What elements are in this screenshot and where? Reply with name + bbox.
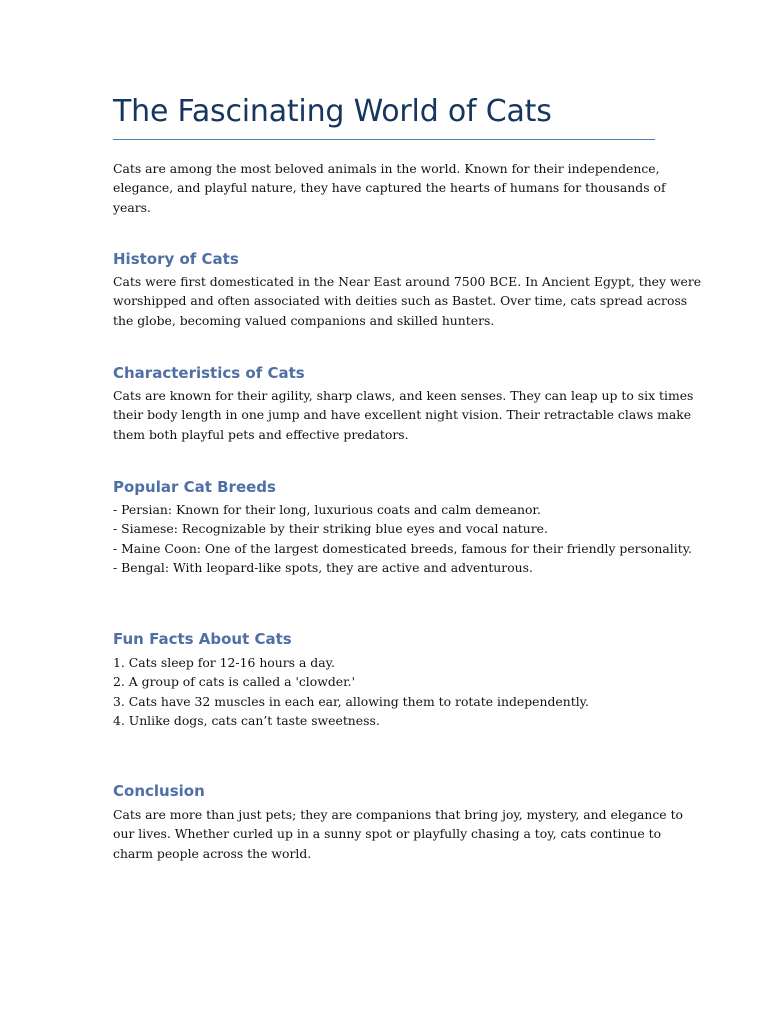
section-heading-characteristics: Characteristics of Cats xyxy=(113,364,305,382)
body-line: Cats are known for their agility, sharp claws, and keen senses. They can leap up to six times xyxy=(113,388,694,403)
section-heading-history: History of Cats xyxy=(113,250,239,268)
title-underline-rule xyxy=(113,139,655,140)
list-item: - Siamese: Recognizable by their striking blue eyes and vocal nature. xyxy=(113,521,548,537)
intro-line: elegance, and playful nature, they have captured the hearts of humans for thousands of xyxy=(113,180,666,196)
section-heading-fun-facts: Fun Facts About Cats xyxy=(113,630,292,648)
body-line: Cats are more than just pets; they are companions that bring joy, mystery, and elegance to xyxy=(113,807,684,822)
list-item: 3. Cats have 32 muscles in each ear, allowing them to rotate independently. xyxy=(113,693,589,709)
list-item: - Bengal: With leopard-like spots, they are active and adventurous. xyxy=(113,559,533,575)
section-body-characteristics xyxy=(113,386,694,444)
list-item: 4. Unlike dogs, cats can’t taste sweetness. xyxy=(113,712,380,728)
intro-paragraph xyxy=(113,159,666,217)
section-heading-conclusion: Conclusion xyxy=(113,782,205,800)
body-line: the globe, becoming valued companions and skilled hunters. xyxy=(113,312,495,328)
body-line: worshipped and often associated with deities such as Bastet. Over time, cats spread across xyxy=(113,293,688,309)
section-body-conclusion xyxy=(113,805,684,863)
section-heading-breeds: Popular Cat Breeds xyxy=(113,478,276,496)
body-line: charm people across the world. xyxy=(113,845,312,861)
section-body-history xyxy=(113,272,702,330)
body-line: Cats were first domesticated in the Near East around 7500 BCE. In Ancient Egypt, they were xyxy=(113,274,702,289)
section-body-breeds xyxy=(113,500,692,577)
body-line: our lives. Whether curled up in a sunny spot or playfully chasing a toy, cats continue to xyxy=(113,826,662,842)
list-item: 2. A group of cats is called a 'clowder.' xyxy=(113,674,355,690)
list-item: 1. Cats sleep for 12-16 hours a day. xyxy=(113,655,335,670)
body-line: them both playful pets and effective predators. xyxy=(113,426,409,442)
document-title: The Fascinating World of Cats xyxy=(113,94,552,129)
list-item: - Maine Coon: One of the largest domesticated breeds, famous for their friendly personality. xyxy=(113,540,692,556)
list-item: - Persian: Known for their long, luxurious coats and calm demeanor. xyxy=(113,502,541,517)
intro-line: years. xyxy=(113,199,151,215)
body-line: their body length in one jump and have excellent night vision. Their retractable claws make xyxy=(113,407,692,423)
intro-line: Cats are among the most beloved animals in the world. Known for their independence, xyxy=(113,161,660,176)
section-body-fun-facts xyxy=(113,653,658,730)
